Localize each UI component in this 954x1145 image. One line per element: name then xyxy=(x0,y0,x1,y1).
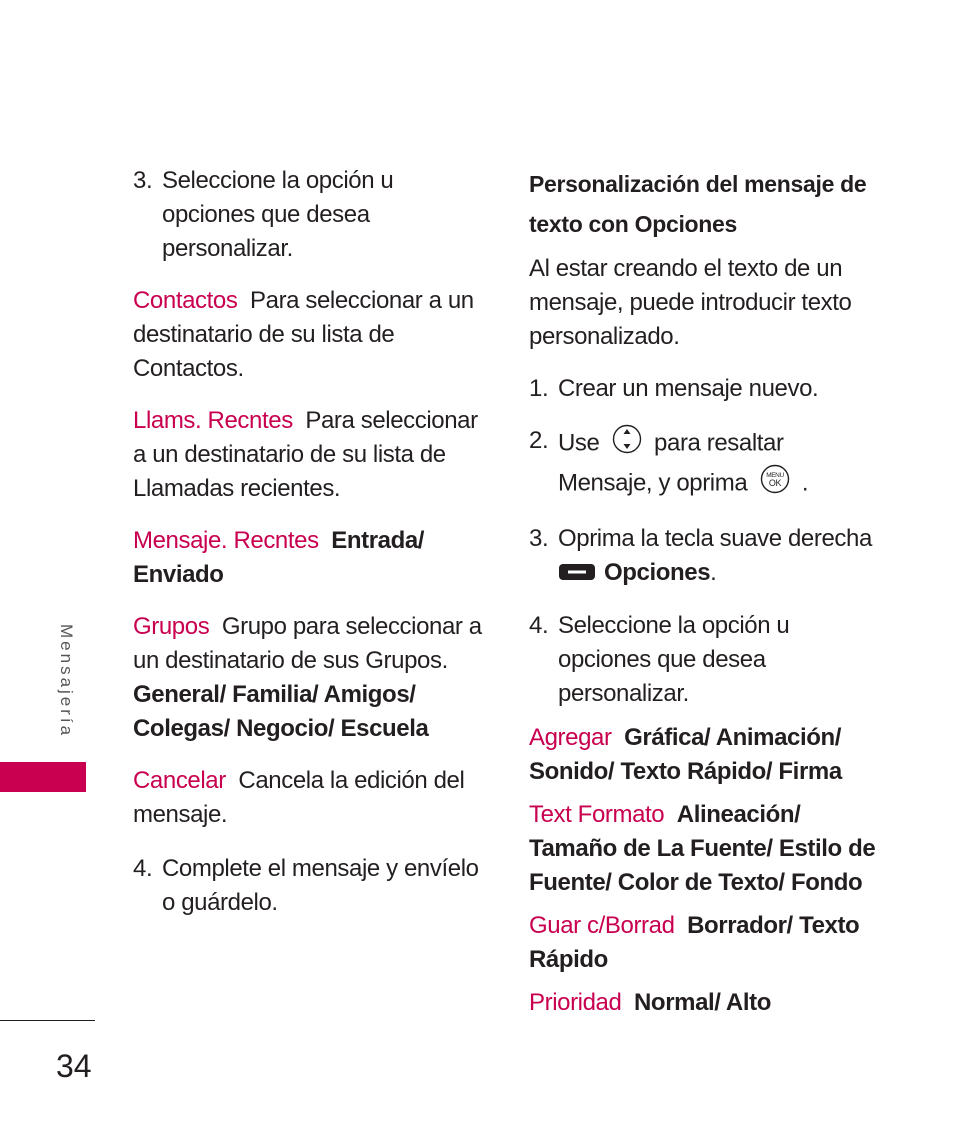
term-contactos: Contactos xyxy=(133,287,238,314)
section-tab-bar xyxy=(0,762,86,792)
term-llams-recntes: Llams. Recntes xyxy=(133,407,293,434)
item-agregar: Agregar Gráfica/ Animación/ Sonido/ Texto Rápido/ Firma xyxy=(529,723,842,785)
step-4-right: 4. Seleccione la opción u opciones que desea personalizar. xyxy=(529,611,790,707)
item-guar-c-borrad: Guar c/Borrad Borrador/ Texto Rápido xyxy=(529,911,860,973)
intro-paragraph: Al estar creando el texto de un mensaje, puede introducir texto personalizado. xyxy=(529,255,852,350)
item-llams-recntes: Llams. Recntes Para seleccionar a un destinatario de su lista de Llamadas recientes. xyxy=(133,407,478,502)
step-4-left: 4. Complete el mensaje y envíelo o guárdelo. xyxy=(133,855,479,916)
term-guar-c-borrad: Guar c/Borrad xyxy=(529,911,675,939)
item-cancelar: Cancelar Cancela la edición del mensaje. xyxy=(133,767,465,828)
menu-key-label: MENU xyxy=(765,472,784,479)
section-heading: Personalización del mensaje de texto con Opciones xyxy=(529,171,867,237)
footer-rule xyxy=(0,1020,95,1021)
item-text-formato: Text Formato Alineación/ Tamaño de La Fuente/ Estilo de Fuente/ Color de Texto/ Fondo xyxy=(529,800,876,896)
term-agregar: Agregar xyxy=(529,723,612,751)
item-contactos: Contactos Para seleccionar a un destinatario de su lista de Contactos. xyxy=(133,287,474,382)
ok-key-label: OK xyxy=(768,478,781,488)
term-mensaje-recntes: Mensaje. Recntes xyxy=(133,527,319,554)
step-3-right: 3. Oprima la tecla suave derecha Opciones. xyxy=(529,522,879,591)
right-column xyxy=(529,164,879,1020)
item-mensaje-recntes: Mensaje. Recntes Entrada/ Enviado xyxy=(133,527,425,588)
navigation-key-icon xyxy=(612,424,642,464)
menu-ok-key-icon xyxy=(760,464,790,504)
term-cancelar: Cancelar xyxy=(133,767,226,794)
term-prioridad: Prioridad xyxy=(529,988,622,1016)
term-text-formato: Text Formato xyxy=(529,800,665,828)
step-2-right: 2. Use para resaltar Mensaje, y oprima MENU OK . xyxy=(529,424,879,504)
step-1-right: 1. Crear un mensaje nuevo. xyxy=(529,375,819,402)
left-column xyxy=(133,164,483,920)
term-grupos: Grupos xyxy=(133,613,210,640)
section-side-label: Mensajería xyxy=(57,624,76,739)
right-soft-key-icon xyxy=(558,557,596,591)
item-grupos: Grupos Grupo para seleccionar a un destinatario de sus Grupos. General/ Familia/ Amigos/ Colegas/ Negocio/ Escuela xyxy=(133,613,482,742)
step-3-left: 3. Seleccione la opción u opciones que desea personalizar. xyxy=(133,167,394,262)
page-number: 34 xyxy=(56,1048,92,1084)
item-prioridad: Prioridad Normal/ Alto xyxy=(529,988,771,1016)
